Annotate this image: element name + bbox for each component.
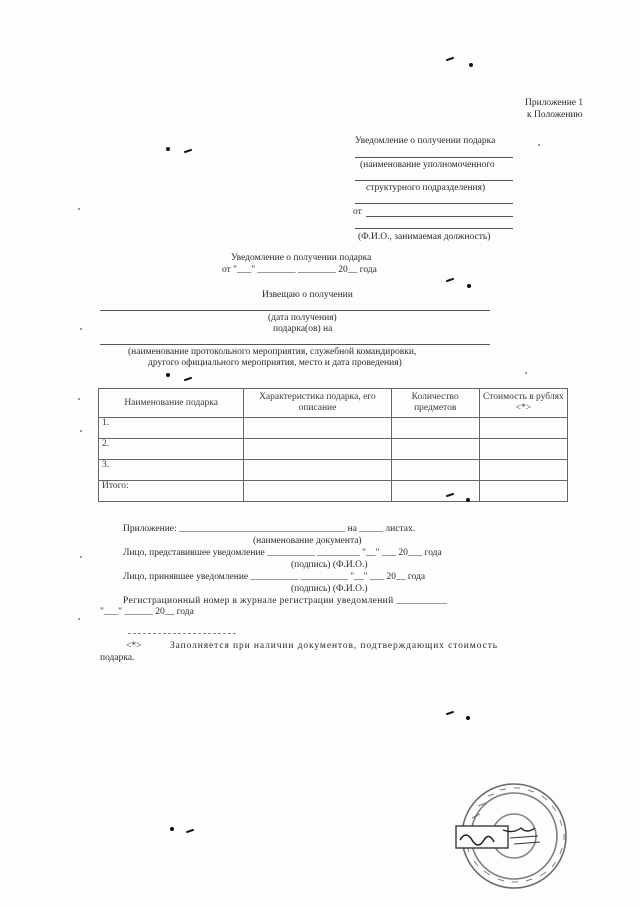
notice-date-line: от "___" ________ ________ 20__ года — [222, 265, 377, 275]
table-header-row — [99, 389, 568, 418]
receiver-line: Лицо, принявшее уведомление __________ __________ "__" ___ 20__ года — [123, 572, 426, 582]
receiver-caption: (подпись) (Ф.И.О.) — [291, 584, 368, 594]
from-caption: (Ф.И.О., занимаемая должность) — [358, 232, 491, 242]
scan-speck — [78, 398, 80, 400]
row-number: 1. — [99, 418, 244, 439]
column-header-quantity: Количество предметов — [391, 389, 479, 418]
table-total-row — [99, 481, 568, 502]
date-received-line[interactable] — [100, 310, 490, 311]
table-row — [99, 439, 568, 460]
registration-line-2: "___" ______ 20__ года — [100, 607, 194, 617]
header-title: Уведомление о получении подарка — [355, 136, 496, 146]
attachment-line: Приложение: ___________________________________ на _____ листах. — [123, 524, 416, 534]
table-cell[interactable] — [244, 460, 391, 481]
scan-mark — [466, 716, 470, 720]
scan-mark — [166, 373, 170, 377]
scan-mark — [467, 284, 471, 288]
addressee-caption-1: (наименование уполномоченного — [360, 160, 495, 170]
table-cell[interactable] — [479, 481, 567, 502]
from-line-2[interactable] — [355, 228, 513, 229]
scan-speck — [78, 618, 80, 620]
inform-text: Извещаю о получении — [262, 290, 353, 300]
scan-speck — [538, 144, 540, 146]
table-cell[interactable] — [479, 439, 567, 460]
footnote-mark: <*> — [126, 641, 142, 651]
from-line-1[interactable] — [366, 216, 513, 217]
official-stamp-icon — [448, 778, 578, 893]
footnote-text: Заполняется при наличии документов, подтверждающих стоимость — [170, 641, 498, 651]
column-header-cost: Стоимость в рублях <*> — [479, 389, 567, 418]
appendix-line2: к Положению — [527, 110, 583, 120]
row-number: 2. — [99, 439, 244, 460]
submitter-line: Лицо, представившее уведомление __________ _________ "__" ___ 20___ года — [123, 548, 442, 558]
scan-speck — [80, 556, 82, 558]
gift-table — [98, 388, 568, 502]
scan-mark — [184, 149, 192, 154]
total-label: Итого: — [99, 481, 244, 502]
scan-speck — [80, 328, 82, 330]
scan-mark — [184, 377, 192, 382]
event-caption-2: другого официального мероприятия, место и дата проведения) — [148, 358, 402, 368]
attachment-caption: (наименование документа) — [253, 536, 362, 546]
table-cell[interactable] — [244, 418, 391, 439]
addressee-line-2[interactable] — [355, 180, 513, 181]
table-cell[interactable] — [479, 460, 567, 481]
scan-mark — [446, 711, 454, 716]
scan-speck — [78, 208, 80, 210]
row-number: 3. — [99, 460, 244, 481]
scan-mark — [469, 63, 473, 67]
from-prefix: от — [353, 207, 362, 217]
addressee-line-3[interactable] — [355, 203, 513, 204]
table-cell[interactable] — [244, 439, 391, 460]
scan-speck — [525, 372, 527, 374]
table-cell[interactable] — [479, 418, 567, 439]
event-caption-1: (наименование протокольного мероприятия, служебной командировки, — [128, 347, 417, 357]
table-cell[interactable] — [391, 460, 479, 481]
column-header-name: Наименование подарка — [99, 389, 244, 418]
gifts-on-text: подарка(ов) на — [273, 324, 333, 334]
scan-mark — [186, 829, 194, 834]
scan-mark — [170, 827, 174, 831]
scan-speck — [80, 430, 82, 432]
event-line[interactable] — [100, 344, 490, 345]
scan-mark — [466, 498, 470, 502]
submitter-caption: (подпись) (Ф.И.О.) — [291, 560, 368, 570]
notice-title: Уведомление о получении подарка — [231, 253, 372, 263]
table-cell[interactable] — [391, 418, 479, 439]
table-cell[interactable] — [391, 439, 479, 460]
footnote-separator — [128, 633, 236, 634]
footnote-text-2: подарка. — [100, 653, 135, 663]
registration-line-1: Регистрационный номер в журнале регистрации уведомлений __________ — [123, 596, 448, 606]
column-header-description: Характеристика подарка, его описание — [244, 389, 391, 418]
scan-mark — [446, 278, 454, 283]
table-cell[interactable] — [244, 481, 391, 502]
addressee-caption-2: структурного подразделения) — [366, 183, 486, 193]
scan-mark — [166, 147, 170, 151]
table-row — [99, 460, 568, 481]
appendix-line1: Приложение 1 — [525, 98, 584, 108]
table-row — [99, 418, 568, 439]
date-caption: (дата получения) — [268, 313, 337, 323]
addressee-line-1[interactable] — [355, 157, 513, 158]
scan-mark — [446, 57, 454, 62]
